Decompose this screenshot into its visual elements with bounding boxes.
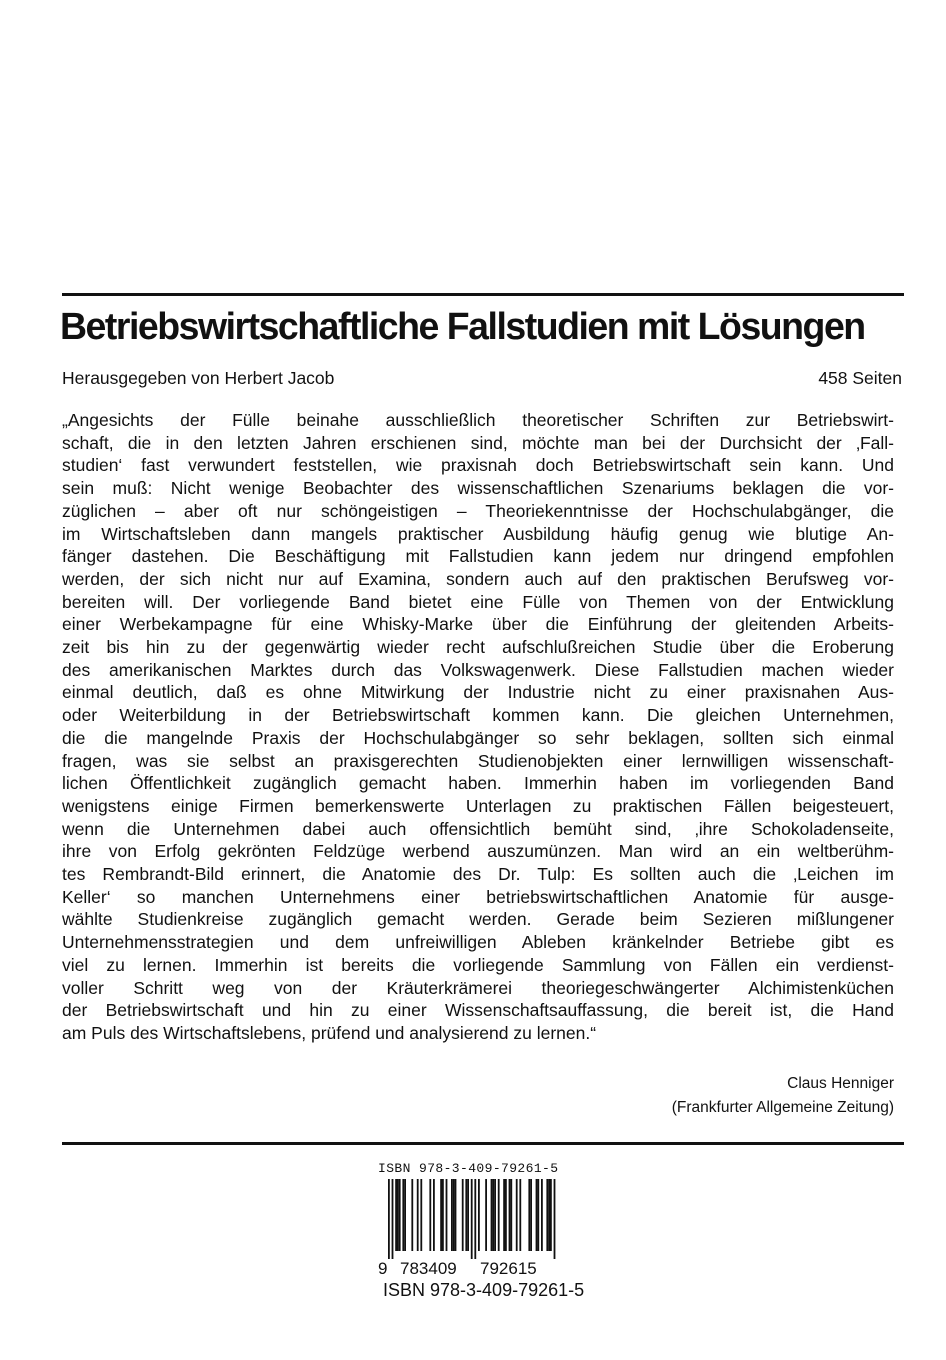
review-line: des amerikanischen Marktes durch das Volkswagenwerk. Diese Fallstudien machen wieder — [62, 659, 894, 680]
barcode-bar — [510, 1179, 512, 1251]
barcode-bar — [404, 1179, 406, 1251]
barcode-bar — [446, 1179, 448, 1251]
review-line: tes Rembrandt-Bild erinnert, die Anatomie des Dr. Tulp: Es sollten auch die ‚Leichen im — [62, 864, 894, 885]
barcode-bar — [498, 1179, 500, 1251]
review-line: der Betriebswirtschaft und hin zu einer Wissenschaftsauffassung, die bereit ist, die Hand — [62, 1000, 894, 1021]
barcode-bar — [440, 1179, 442, 1251]
barcode-bar — [462, 1179, 464, 1251]
barcode-bar — [388, 1179, 390, 1259]
review-line: wenn die Unternehmen dabei auch offensichtlich bemüht sind, ‚ihre Schokoladenseite, — [62, 818, 894, 839]
bottom-rule — [62, 1142, 904, 1145]
review-line: viel zu lernen. Immerhin ist bereits die vorliegende Sammlung von Fällen ein verdienst- — [62, 954, 894, 975]
review-line: „Angesichts der Fülle beinahe ausschließlich theoretischer Schriften zur Betriebswirt- — [62, 410, 894, 430]
review-line: schaft, die in den letzten Jahren erschienen sind, möchte man bei der Durchsicht der ‚Fall- — [62, 432, 894, 453]
barcode-bar — [453, 1179, 455, 1251]
barcode-bar — [420, 1179, 422, 1251]
top-rule — [62, 293, 904, 296]
review-line: lichen Öffentlichkeit zugänglich gemacht haben. Immerhin haben im vorliegenden Band — [62, 773, 894, 794]
barcode-bar — [537, 1179, 539, 1251]
barcode-bar — [478, 1179, 480, 1251]
barcode-bar — [429, 1179, 431, 1251]
barcode-bar — [546, 1179, 548, 1251]
barcode-digit-first: 9 — [378, 1259, 388, 1278]
barcode-bar — [550, 1179, 552, 1251]
barcode-bar — [530, 1179, 532, 1251]
barcode-digits — [376, 1260, 616, 1280]
review-line: wenigstens einige Firmen bemerkenswerte Unterlagen zu praktischen Fällen beigesteuert, — [62, 795, 894, 816]
review-line: zeit bis hin zu der gegenwärtig wieder recht aufschlußreichen Studie über die Eroberung — [62, 637, 894, 658]
editor-credit: Herausgegeben von Herbert Jacob — [62, 368, 335, 388]
review-line: Unternehmensstrategien und dem unfreiwilligen Ableben kränkelnder Betriebe gibt es — [62, 932, 894, 953]
barcode-bar — [491, 1179, 493, 1251]
barcode — [376, 1162, 616, 1280]
review-line: fänger dastehen. Die Beschäftigung mit Fallstudien kann jedem nur dringend empfohlen — [62, 546, 894, 567]
book-title: Betriebswirtschaftliche Fallstudien mit Lösungen — [60, 306, 865, 348]
review-line: ihre von Erfolg gekrönten Feldzüge werbend auszumünzen. Man wird an ein weltberühm- — [62, 841, 894, 862]
barcode-bar — [492, 1179, 494, 1251]
barcode-isbn-label: ISBN 978-3-409-79261-5 — [378, 1161, 559, 1176]
barcode-bar — [536, 1179, 538, 1251]
barcode-bar — [471, 1179, 473, 1259]
review-line: züglichen – aber oft nur schöngeistigen – Theoriekenntnisse der Hochschulabgänger, die — [62, 500, 894, 521]
review-line: am Puls des Wirtschaftslebens, prüfend und analysierend zu lernen.“ — [62, 1022, 597, 1043]
reviewer-source: (Frankfurter Allgemeine Zeitung) — [671, 1099, 894, 1116]
barcode-bar — [516, 1179, 518, 1251]
barcode-bar — [541, 1179, 543, 1251]
review-line: Keller‘ so manchen Unternehmens einer betriebswirtschaftlichen Anatomie für ausge- — [62, 886, 894, 907]
barcode-digits-left: 783409 — [400, 1259, 457, 1278]
barcode-bar — [397, 1179, 399, 1251]
review-text — [62, 409, 894, 1045]
review-line: sein muß: Nicht wenige Beobachter des wissenschaftlichen Szenariums beklagen die vor- — [62, 478, 894, 499]
barcode-bar — [402, 1179, 404, 1251]
reviewer-name: Claus Henniger — [787, 1075, 894, 1092]
barcode-bar — [465, 1179, 467, 1251]
barcode-bar — [455, 1179, 457, 1251]
barcode-bar — [503, 1179, 505, 1251]
barcode-bar — [485, 1179, 487, 1251]
isbn-bottom: ISBN 978-3-409-79261-5 — [383, 1280, 585, 1300]
barcode-bar — [548, 1179, 550, 1251]
barcode-bar — [528, 1179, 530, 1251]
review-line: bereiten will. Der vorliegende Band bietet eine Fülle von Themen von der Entwicklung — [62, 591, 894, 612]
barcode-bar — [505, 1179, 507, 1251]
review-line: werden, der sich nicht nur auf Examina, sondern auch auf den praktischen Berufsweg vor- — [62, 568, 894, 589]
barcode-bar — [411, 1179, 413, 1251]
barcode-bar — [395, 1179, 397, 1251]
review-line: einer Werbekampagne für eine Whisky-Marke über die Einführung der gleitenden Arbeits- — [62, 614, 894, 635]
barcode-bar — [494, 1179, 496, 1251]
barcode-bar — [509, 1179, 511, 1251]
barcode-bar — [474, 1179, 476, 1259]
barcode-bar — [417, 1179, 419, 1251]
review-line: oder Weiterbildung in der Betriebswirtschaft kommen kann. Die gleichen Unternehmen, — [62, 705, 894, 726]
barcode-bar — [399, 1179, 401, 1251]
barcode-bars — [376, 1179, 556, 1259]
review-line: im Wirtschaftsleben dann mangels praktischer Ausbildung häufig genug wie blutige An- — [62, 523, 894, 544]
review-line: wählte Studienkreise zugänglich gemacht werden. Gerade beim Sezieren mißlungener — [62, 909, 894, 930]
barcode-bar — [519, 1179, 521, 1251]
barcode-digits-right: 792615 — [480, 1259, 537, 1278]
review-line: studien‘ fast verwundert feststellen, wie praxisnah doch Betriebswirtschaft sein kann. Und — [62, 455, 894, 476]
review-line: einmal deutlich, daß es ohne Mitwirkung der Industrie nicht zu einer praxisnahen Aus- — [62, 682, 894, 703]
barcode-bar — [451, 1179, 453, 1251]
review-line: voller Schritt weg von der Kräuterkrämerei theoriegeschwängerter Alchimistenküchen — [62, 977, 894, 998]
barcode-bar — [467, 1179, 469, 1251]
review-line: fragen, was sie selbst an praxisgerechten Studienobjekten einer lernwilligen wissenschaft- — [62, 750, 894, 771]
barcode-bar — [433, 1179, 435, 1251]
barcode-bar — [554, 1179, 556, 1259]
review-line: die die mangelnde Praxis der Hochschulabgänger so sehr beklagen, sollten sich einmal — [62, 727, 894, 748]
barcode-bar — [392, 1179, 394, 1259]
barcode-bar — [442, 1179, 444, 1251]
page-count: 458 Seiten — [818, 368, 902, 388]
